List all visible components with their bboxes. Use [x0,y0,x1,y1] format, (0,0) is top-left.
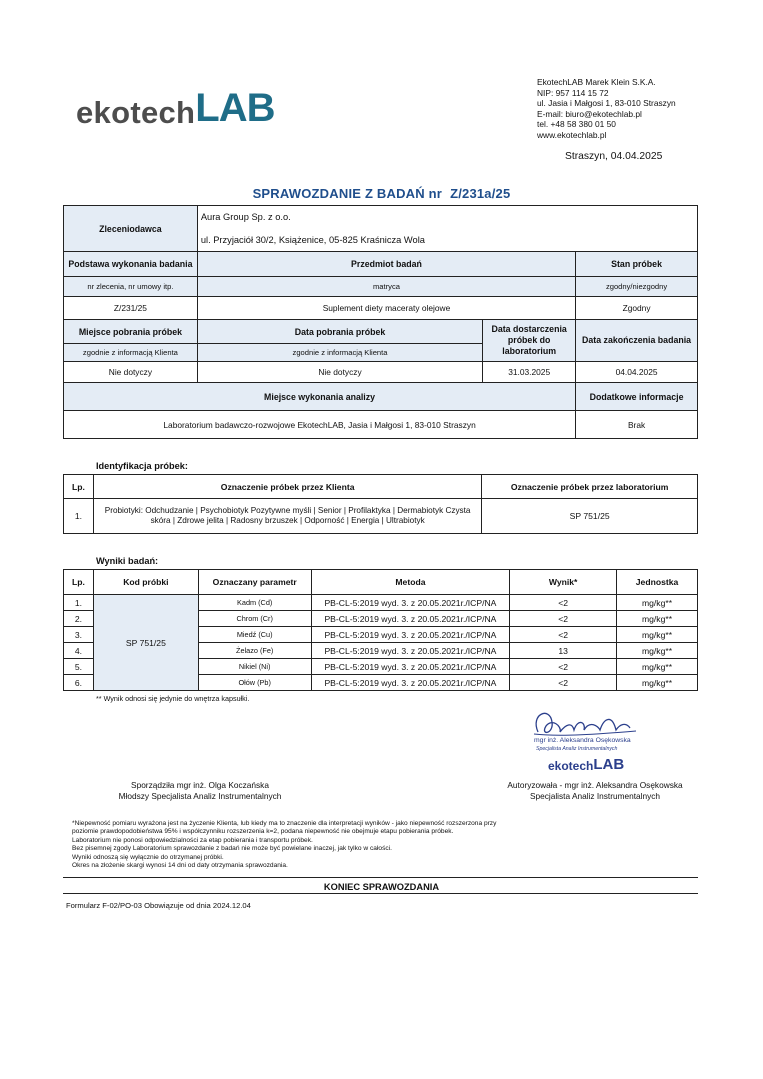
results-header-lp: Lp. [64,570,94,595]
row-method: PB-CL-5:2019 wyd. 3. z 20.05.2021r./ICP/NA [311,595,510,611]
row-unit: mg/kg** [617,595,698,611]
logo-text-lab: LAB [195,86,275,130]
order-info-table [63,205,698,439]
end-date-value: 04.04.2025 [576,362,698,383]
client-address: ul. Przyjaciół 30/2, Książenice, 05-825 Kraśnicza Wola [200,235,425,245]
row-param: Chrom (Cr) [198,611,311,627]
report-title [0,186,763,201]
authorized-by-title: Specjalista Analiz Instrumentalnych [529,791,661,801]
row-unit: mg/kg** [617,627,698,643]
row-lp: 2. [64,611,94,627]
table-row [64,595,698,611]
divider [63,877,698,878]
ident-lab-mark: SP 751/25 [482,499,698,534]
report-title-text: SPRAWOZDANIE Z BADAŃ nr [252,186,443,201]
analysis-place-value: Laboratorium badawczo-rozwojowe EkotechLAB, Jasia i Małgosi 1, 83-010 Straszyn [64,411,576,439]
row-result: <2 [510,627,617,643]
sampling-date-value: Nie dotyczy [197,362,482,383]
disclaimer-line: Wyniki odnoszą się wyłącznie do otrzymanej próbki. [72,853,224,861]
company-info [537,77,676,141]
basis-sub: nr zlecenia, nr umowy itp. [64,277,198,297]
stamp-logo-text-ekotech: ekotech [548,759,594,773]
company-nip: NIP: 957 114 15 72 [537,87,609,98]
prepared-by-title: Młodszy Specjalista Analiz Instrumentalnych [118,791,282,801]
results-header-unit: Jednostka [617,570,698,595]
sampling-place-sub: zgodnie z informacją Klienta [64,344,198,362]
row-result: <2 [510,611,617,627]
company-email: E-mail: biuro@ekotechlab.pl [537,108,642,119]
delivery-date-label: Data dostarczenia próbek do laboratorium [483,320,576,362]
ident-client-mark: Probiotyki: Odchudzanie | Psychobiotyk Pozytywne myśli | Senior | Profilaktyka | Dermabiotyk Czysta skóra | Zdrowe jelita | Radosny brzuszek | Odporność | Energia | Ultrabiotyk [93,499,481,534]
ident-header-lp: Lp. [64,475,94,499]
row-result: <2 [510,659,617,675]
results-header-result: Wynik* [510,570,617,595]
results-table [63,569,698,691]
ident-header-lab: Oznaczenie próbek przez laboratorium [482,475,698,499]
row-param: Ołów (Pb) [198,675,311,691]
sampling-place-label: Miejsce pobrania próbek [64,320,198,344]
authorized-by [485,780,705,802]
company-address: ul. Jasia i Małgosi 1, 83-010 Straszyn [537,98,676,109]
signature-stamp [520,704,690,774]
disclaimer-line: Okres na złożenie skargi wynosi 14 dni od daty otrzymania sprawozdania. [72,862,288,870]
row-param: Miedź (Cu) [198,627,311,643]
row-method: PB-CL-5:2019 wyd. 3. z 20.05.2021r./ICP/NA [311,643,510,659]
ident-lp: 1. [64,499,94,534]
basis-label: Podstawa wykonania badania [64,252,198,277]
row-lp: 4. [64,643,94,659]
row-param: Żelazo (Fe) [198,643,311,659]
row-result: <2 [510,595,617,611]
stamp-logo-text-lab: LAB [593,756,625,773]
disclaimer-line: Laboratorium nie ponosi odpowiedzialności za etap pobierania i transportu próbek. [72,836,313,844]
disclaimer-line: *Niepewność pomiaru wyrażona jest na życzenie Klienta, lub kiedy ma to znaczenie dla interpretacji wyników - jako niepewność rozszerzona przy [72,820,497,827]
results-header-code: Kod próbki [93,570,198,595]
row-param: Nikiel (Ni) [198,659,311,675]
delivery-date-value: 31.03.2025 [483,362,576,383]
row-method: PB-CL-5:2019 wyd. 3. z 20.05.2021r./ICP/NA [311,675,510,691]
sampling-date-sub: zgodnie z informacją Klienta [197,344,482,362]
subject-sub: matryca [197,277,575,297]
place-date: Straszyn, 04.04.2025 [565,151,663,162]
stamp-logo [548,756,624,773]
row-lp: 6. [64,675,94,691]
row-lp: 3. [64,627,94,643]
row-param: Kadm (Cd) [198,595,311,611]
row-result: 13 [510,643,617,659]
row-result: <2 [510,675,617,691]
row-method: PB-CL-5:2019 wyd. 3. z 20.05.2021r./ICP/NA [311,659,510,675]
end-of-report: KONIEC SPRAWOZDANIA [323,882,440,892]
stamp-title: Specjalista Analiz Instrumentalnych [536,746,618,752]
state-sub: zgodny/niezgodny [576,277,698,297]
identification-title: Identyfikacja próbek: [96,461,188,471]
state-value: Zgodny [576,297,698,320]
additional-value: Brak [576,411,698,439]
authorized-by-name: Autoryzowała - mgr inż. Aleksandra Osękowska [507,780,683,790]
row-unit: mg/kg** [617,659,698,675]
company-tel: tel. +48 58 380 01 50 [537,119,616,130]
row-unit: mg/kg** [617,675,698,691]
row-method: PB-CL-5:2019 wyd. 3. z 20.05.2021r./ICP/NA [311,627,510,643]
divider [63,893,698,894]
row-lp: 1. [64,595,94,611]
row-lp: 5. [64,659,94,675]
row-method: PB-CL-5:2019 wyd. 3. z 20.05.2021r./ICP/NA [311,611,510,627]
disclaimer-line: Bez pisemnej zgody Laboratorium sprawozdanie z badań nie może być powielane inaczej, jak tylko w całości. [72,845,392,853]
sampling-place-value: Nie dotyczy [64,362,198,383]
results-header-method: Metoda [311,570,510,595]
client-label: Zleceniodawca [64,206,198,252]
additional-label: Dodatkowe informacje [576,383,698,411]
end-date-label: Data zakończenia badania [576,320,698,362]
sample-code: SP 751/25 [93,595,198,691]
subject-label: Przedmiot badań [197,252,575,277]
subject-value: Suplement diety maceraty olejowe [197,297,575,320]
row-unit: mg/kg** [617,611,698,627]
stamp-name: mgr inż. Aleksandra Osękowska [534,737,631,744]
company-name: EkotechLAB Marek Klein S.K.A. [537,77,656,87]
prepared-by [100,780,300,802]
logo-text-ekotech: ekotech [76,95,196,130]
results-header-param: Oznaczany parametr [198,570,311,595]
company-logo [76,82,274,128]
client-name: Aura Group Sp. z o.o. [200,212,291,222]
form-code: Formularz F-02/PO-03 Obowiązuje od dnia 2024.12.04 [66,901,251,910]
ident-header-client: Oznaczenie próbek przez Klienta [93,475,481,499]
client-cell [197,206,697,252]
results-title: Wyniki badań: [96,556,159,566]
prepared-by-name: Sporządziła mgr inż. Olga Koczańska [131,780,269,790]
sampling-date-label: Data pobrania próbek [197,320,482,344]
disclaimer-line: poziomie prawdopodobieństwa 95% i współczynniku rozszerzenia k=2, podana niepewność nie obejmuje etapu pobierania próbek. [72,828,454,836]
results-footnote: ** Wynik odnosi się jedynie do wnętrza kapsułki. [96,694,250,703]
report-number: Z/231a/25 [450,186,511,201]
company-www: www.ekotechlab.pl [537,129,607,140]
basis-value: Z/231/25 [64,297,198,320]
identification-table [63,474,698,534]
disclaimer [72,820,632,870]
state-label: Stan próbek [576,252,698,277]
row-unit: mg/kg** [617,643,698,659]
analysis-place-label: Miejsce wykonania analizy [64,383,576,411]
